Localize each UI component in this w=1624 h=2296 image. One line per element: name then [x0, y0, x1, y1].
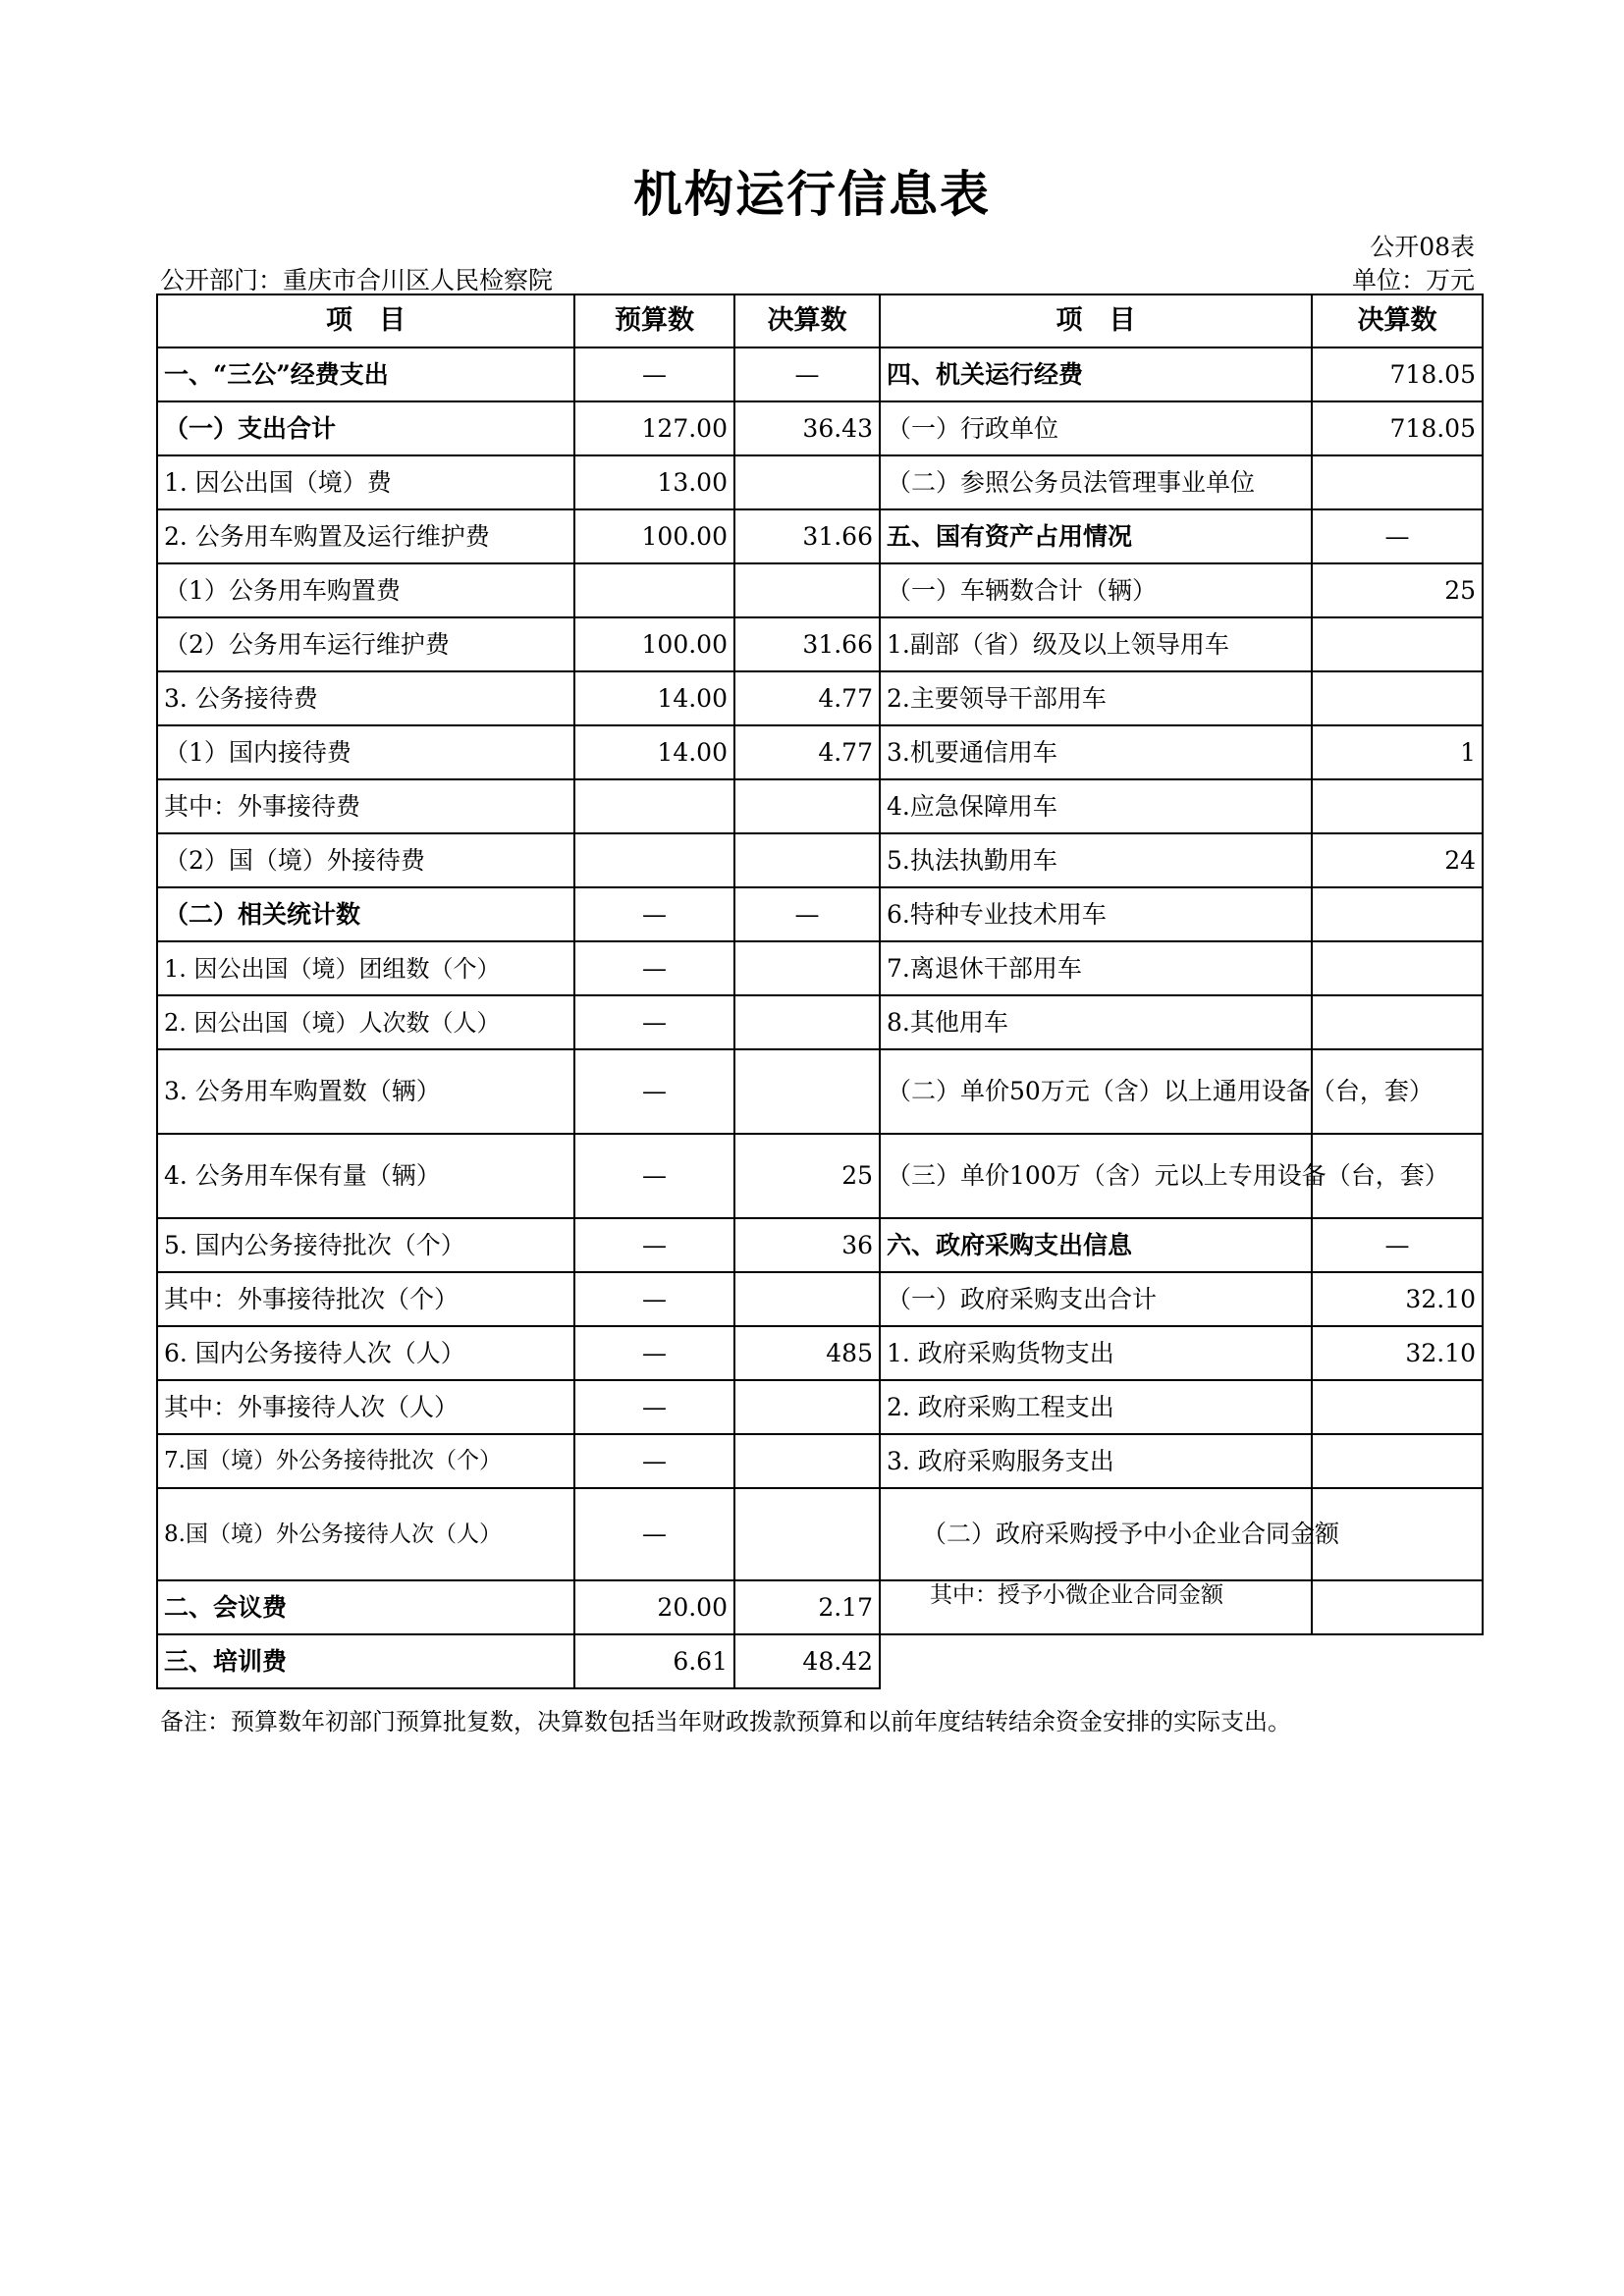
final-value: 48.42	[734, 1634, 880, 1688]
table-row	[157, 347, 1483, 401]
budget-value: —	[574, 995, 734, 1049]
right-value: 718.05	[1312, 347, 1483, 401]
row-label: 三、培训费	[157, 1634, 574, 1688]
table-row	[157, 1218, 1483, 1272]
row-label: 4. 公务用车保有量（辆）	[157, 1134, 574, 1218]
final-value	[734, 779, 880, 833]
empty-cell	[1312, 1634, 1483, 1688]
final-value	[734, 455, 880, 509]
right-label: 3. 政府采购服务支出	[880, 1434, 1312, 1488]
row-label: （1）国内接待费	[157, 725, 574, 779]
info-table	[156, 294, 1484, 1689]
right-value: 25	[1312, 563, 1483, 617]
right-label: （二）单价50万元（含）以上通用设备（台，套）	[880, 1049, 1312, 1134]
row-label: 1. 因公出国（境）费	[157, 455, 574, 509]
right-label: （一）行政单位	[880, 401, 1312, 455]
form-code: 公开08表	[1370, 233, 1475, 261]
final-value	[734, 1049, 880, 1134]
right-label: （三）单价100万（含）元以上专用设备（台，套）	[880, 1134, 1312, 1218]
row-label: 2. 因公出国（境）人次数（人）	[157, 995, 574, 1049]
budget-value: —	[574, 347, 734, 401]
budget-value: —	[574, 1434, 734, 1488]
header-final-left: 决算数	[734, 294, 880, 347]
header-item-right: 项 目	[880, 294, 1312, 347]
table-row	[157, 509, 1483, 563]
final-value	[734, 1380, 880, 1434]
final-value: 36.43	[734, 401, 880, 455]
table-row	[157, 779, 1483, 833]
row-label: 其中：外事接待人次（人）	[157, 1380, 574, 1434]
row-label: （一）支出合计	[157, 401, 574, 455]
row-label: 一、“三公”经费支出	[157, 347, 574, 401]
right-label: 8.其他用车	[880, 995, 1312, 1049]
table-row	[157, 1272, 1483, 1326]
table-row	[157, 995, 1483, 1049]
table-row	[157, 617, 1483, 671]
budget-value: 6.61	[574, 1634, 734, 1688]
right-value	[1312, 1380, 1483, 1434]
right-label: 5.执法执勤用车	[880, 833, 1312, 887]
right-value	[1312, 779, 1483, 833]
final-value: 31.66	[734, 617, 880, 671]
budget-value: 13.00	[574, 455, 734, 509]
right-value	[1312, 995, 1483, 1049]
budget-value: 14.00	[574, 725, 734, 779]
table-row	[157, 1380, 1483, 1434]
budget-value	[574, 779, 734, 833]
row-label: 5. 国内公务接待批次（个）	[157, 1218, 574, 1272]
right-label: 1.副部（省）级及以上领导用车	[880, 617, 1312, 671]
budget-value: —	[574, 887, 734, 941]
budget-value: —	[574, 941, 734, 995]
final-value	[734, 941, 880, 995]
right-value: 718.05	[1312, 401, 1483, 455]
row-label: 7.国（境）外公务接待批次（个）	[157, 1434, 574, 1488]
final-value: 25	[734, 1134, 880, 1218]
budget-value: —	[574, 1134, 734, 1218]
row-label: （2）国（境）外接待费	[157, 833, 574, 887]
final-value: 485	[734, 1326, 880, 1380]
budget-value: —	[574, 1326, 734, 1380]
budget-value: —	[574, 1380, 734, 1434]
row-label: 3. 公务接待费	[157, 671, 574, 725]
final-value: 4.77	[734, 671, 880, 725]
budget-value: —	[574, 1049, 734, 1134]
row-label: 其中：外事接待批次（个）	[157, 1272, 574, 1326]
right-value	[1312, 887, 1483, 941]
final-value: 36	[734, 1218, 880, 1272]
right-label: 四、机关运行经费	[880, 347, 1312, 401]
final-value: —	[734, 347, 880, 401]
right-label: 其中：授予小微企业合同金额	[880, 1580, 1312, 1634]
row-label: 6. 国内公务接待人次（人）	[157, 1326, 574, 1380]
header-final-right: 决算数	[1312, 294, 1483, 347]
right-value: 1	[1312, 725, 1483, 779]
final-value: 31.66	[734, 509, 880, 563]
row-label: （1）公务用车购置费	[157, 563, 574, 617]
right-value	[1312, 1580, 1483, 1634]
table-row	[157, 887, 1483, 941]
final-value: 2.17	[734, 1580, 880, 1634]
table-row	[157, 563, 1483, 617]
right-label: 4.应急保障用车	[880, 779, 1312, 833]
budget-value: —	[574, 1272, 734, 1326]
budget-value: 14.00	[574, 671, 734, 725]
right-value	[1312, 1434, 1483, 1488]
right-label: （一）政府采购支出合计	[880, 1272, 1312, 1326]
header-row	[157, 294, 1483, 347]
budget-value: 20.00	[574, 1580, 734, 1634]
final-value	[734, 995, 880, 1049]
right-label: 6.特种专业技术用车	[880, 887, 1312, 941]
final-value: 4.77	[734, 725, 880, 779]
right-label: 五、国有资产占用情况	[880, 509, 1312, 563]
table-row	[157, 671, 1483, 725]
right-label: 3.机要通信用车	[880, 725, 1312, 779]
right-label: （二）参照公务员法管理事业单位	[880, 455, 1312, 509]
footnote: 备注：预算数年初部门预算批复数，决算数包括当年财政拨款预算和以前年度结转结余资金安排的实际支出。	[160, 1708, 1291, 1735]
row-label: 2. 公务用车购置及运行维护费	[157, 509, 574, 563]
right-value: 24	[1312, 833, 1483, 887]
table-row	[157, 1326, 1483, 1380]
right-label: 1. 政府采购货物支出	[880, 1326, 1312, 1380]
budget-value	[574, 833, 734, 887]
right-label: （二）政府采购授予中小企业合同金额	[880, 1488, 1312, 1580]
row-label: 二、会议费	[157, 1580, 574, 1634]
right-label: 2.主要领导干部用车	[880, 671, 1312, 725]
budget-value: 127.00	[574, 401, 734, 455]
right-label: 六、政府采购支出信息	[880, 1218, 1312, 1272]
row-label: 1. 因公出国（境）团组数（个）	[157, 941, 574, 995]
table-row	[157, 941, 1483, 995]
right-label: 2. 政府采购工程支出	[880, 1380, 1312, 1434]
right-label: （一）车辆数合计（辆）	[880, 563, 1312, 617]
table-row	[157, 1488, 1483, 1580]
table-row	[157, 401, 1483, 455]
row-label: 3. 公务用车购置数（辆）	[157, 1049, 574, 1134]
final-value	[734, 563, 880, 617]
row-label: （二）相关统计数	[157, 887, 574, 941]
row-label: 8.国（境）外公务接待人次（人）	[157, 1488, 574, 1580]
table-row	[157, 1580, 1483, 1634]
final-value	[734, 1272, 880, 1326]
table-row	[157, 1134, 1483, 1218]
table-row	[157, 833, 1483, 887]
right-value	[1312, 941, 1483, 995]
budget-value	[574, 563, 734, 617]
budget-value: 100.00	[574, 617, 734, 671]
table-row	[157, 725, 1483, 779]
table-row	[157, 1434, 1483, 1488]
right-value	[1312, 455, 1483, 509]
table-row	[157, 1634, 1483, 1688]
right-label: 7.离退休干部用车	[880, 941, 1312, 995]
row-label: 其中：外事接待费	[157, 779, 574, 833]
page-title: 机构运行信息表	[633, 165, 991, 223]
right-value: —	[1312, 509, 1483, 563]
budget-value: —	[574, 1488, 734, 1580]
department-label: 公开部门：重庆市合川区人民检察院	[160, 266, 554, 294]
unit-label: 单位：万元	[1351, 266, 1475, 294]
right-value	[1312, 671, 1483, 725]
header-item-left: 项 目	[157, 294, 574, 347]
table-row	[157, 455, 1483, 509]
empty-cell	[880, 1634, 1312, 1688]
table-row	[157, 1049, 1483, 1134]
budget-value: —	[574, 1218, 734, 1272]
final-value	[734, 1434, 880, 1488]
final-value	[734, 1488, 880, 1580]
final-value: —	[734, 887, 880, 941]
final-value	[734, 833, 880, 887]
header-budget: 预算数	[574, 294, 734, 347]
right-value: 32.10	[1312, 1326, 1483, 1380]
right-value	[1312, 617, 1483, 671]
row-label: （2）公务用车运行维护费	[157, 617, 574, 671]
budget-value: 100.00	[574, 509, 734, 563]
right-value: 32.10	[1312, 1272, 1483, 1326]
right-value: —	[1312, 1218, 1483, 1272]
